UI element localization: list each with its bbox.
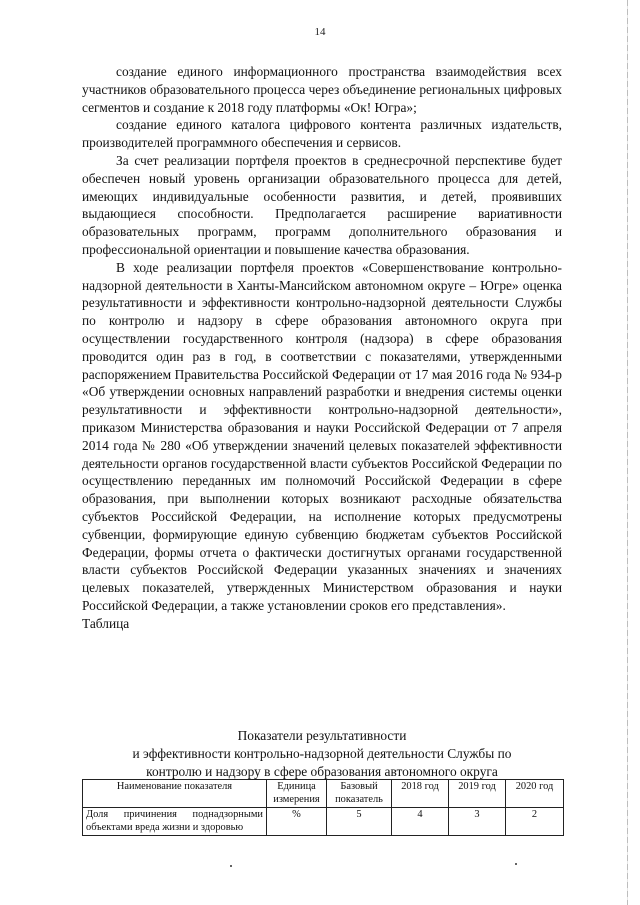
value-2020-cell: 2 — [506, 808, 564, 836]
table-label: Таблица — [82, 615, 130, 631]
indicators-table — [82, 779, 564, 836]
body-text — [82, 63, 562, 633]
scan-edge-line — [627, 0, 628, 905]
header-unit: Единица измерения — [267, 780, 327, 808]
scan-speck — [230, 865, 232, 867]
header-year-2018: 2018 год — [392, 780, 449, 808]
header-base-value: Базовый показатель — [327, 780, 392, 808]
table-title-line-3: контролю и надзору в сфере образования автономного округа — [146, 764, 498, 779]
base-value-cell: 5 — [327, 808, 392, 836]
table-title-line-2: и эффективности контрольно-надзорной деятельности Службы по — [132, 746, 512, 761]
table-title — [82, 727, 562, 781]
paragraph-3: За счет реализации портфеля проектов в среднесрочной перспективе будет обеспечен новый уровень организации образовательного процесса для детей, имеющих индивидуальные особенности развития, и детей, проявивших выдающиеся способности. Предполагается расширение вариативности образовательных программ, программ дополнительного образования и профессиональной ориентации и повышение качества образования. — [82, 152, 562, 257]
header-year-2020: 2020 год — [506, 780, 564, 808]
header-year-2019: 2019 год — [449, 780, 506, 808]
indicator-name-cell: Доля причинения поднадзорными объектами вреда жизни и здоровью — [83, 808, 267, 836]
paragraph-4: В ходе реализации портфеля проектов «Совершенствование контрольно-надзорной деятельности в Ханты-Мансийском автономном округе – Югре» оценка результативности и эффективности контрольно-надзорной деятельности Службы по контролю и надзору в сфере образования автономного округа при осуществлении государственного контроля (надзора) в сфере образования проводится один раз в год, в соответствии с показателями, утвержденными распоряжением Правительства Российской Федерации от 17 мая 2016 года № 934-р «Об утверждении основных направлений разработки и внедрения системы оценки результативности и эффективности контрольно-надзорной деятельности», приказом Министерства образования и науки Российской Федерации от 7 апреля 2014 года № 280 «Об утверждении значений целевых показателей эффективности деятельности органов государственной власти субъектов Российской Федерации по осуществлению переданных им полномочий Российской Федерации в сфере образования, при выполнении которых возникают расходные обязательства субъектов Российской Федерации, на исполнение которых предусмотрены субвенции, формирующие единую субвенцию бюджетам субъектов Российской Федерации, формы отчета о фактически достигнутых органами государственной власти субъектов Российской Федерации указанных значениях и значениях целевых показателей, утвержденных Министерством образования и науки Российской Федерации, а также установлении сроков его представления». — [82, 259, 562, 613]
table-row — [83, 808, 564, 836]
page-number: 14 — [314, 26, 326, 38]
value-2018-cell: 4 — [392, 808, 449, 836]
header-indicator-name: Наименование показателя — [83, 780, 267, 808]
paragraph-2: создание единого каталога цифрового контента различных издательств, производителей программного обеспечения и сервисов. — [82, 117, 562, 151]
unit-cell: % — [267, 808, 327, 836]
value-2019-cell: 3 — [449, 808, 506, 836]
table-header-row — [83, 780, 564, 808]
table-title-line-1: Показатели результативности — [237, 728, 407, 743]
scan-speck — [515, 863, 517, 865]
paragraph-1: создание единого информационного пространства взаимодействия всех участников образовательного процесса через объединение региональных цифровых сегментов и создание к 2018 году платформы «Ок! Югра»; — [82, 64, 562, 115]
